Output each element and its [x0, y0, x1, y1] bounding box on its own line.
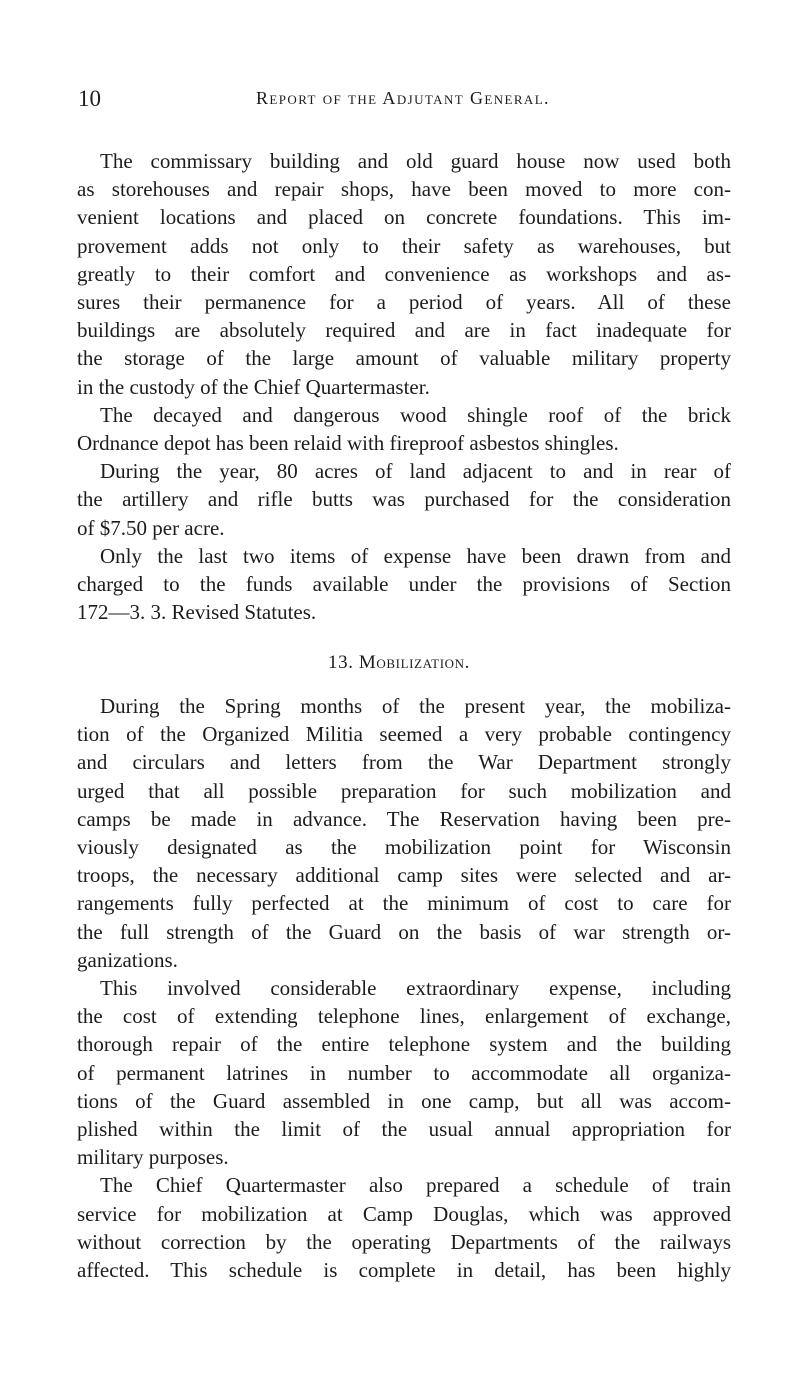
text-line: The commissary building and old guard house now used both — [100, 149, 731, 173]
text-line: tion of the Organized Militia seemed a very probable contingency — [77, 722, 731, 747]
body-text-before-heading — [77, 147, 731, 626]
paragraph-land-purchase — [77, 457, 731, 542]
text-line: This involved considerable extraordinary expense, including — [100, 976, 731, 1001]
paragraph-storehouses — [77, 147, 731, 401]
paragraph-ordnance-roof — [77, 401, 731, 457]
paragraph-train-schedule — [77, 1171, 731, 1284]
text-line: thorough repair of the entire telephone system and the building — [77, 1032, 731, 1057]
text-line: of permanent latrines in number to accommodate all organiza- — [77, 1060, 731, 1085]
text-line: the full strength of the Guard on the basis of war strength or- — [77, 919, 731, 944]
text-line: provement adds not only to their safety as warehouses, but — [77, 233, 731, 258]
text-line: The Chief Quartermaster also prepared a schedule of train — [100, 1173, 731, 1198]
paragraph-mobilization — [77, 692, 731, 974]
page-header — [78, 86, 728, 120]
text-line: plished within the limit of the usual annual appropriation for — [77, 1117, 731, 1142]
text-line: camps be made in advance. The Reservation having been pre- — [77, 806, 731, 831]
text-line: greatly to their comfort and convenience as workshops and as- — [77, 261, 731, 286]
text-line: viously designated as the mobilization point for Wisconsin — [77, 835, 731, 860]
text-line: without correction by the operating Departments of the railways — [77, 1229, 731, 1254]
text-line: 172—3. 3. Revised Statutes. — [77, 600, 317, 625]
page-number: 10 — [78, 86, 101, 111]
text-line: During the year, 80 acres of land adjacent to and in rear of — [100, 459, 731, 484]
paragraph-extraordinary-expense — [77, 974, 731, 1171]
text-line: Only the last two items of expense have been drawn from and — [100, 543, 731, 568]
text-line: urged that all possible preparation for such mobilization and — [77, 778, 731, 803]
text-line: buildings are absolutely required and are in fact inadequate for — [77, 318, 731, 343]
text-line: tions of the Guard assembled in one camp, but all was accom- — [77, 1088, 731, 1113]
running-title: Report of the Adjutant General. — [256, 88, 550, 108]
text-line: The decayed and dangerous wood shingle roof of the brick — [100, 402, 731, 427]
text-line: the storage of the large amount of valuable military property — [77, 346, 731, 371]
text-line: the artillery and rifle butts was purchased for the consideration — [77, 487, 731, 512]
text-line: ganizations. — [77, 947, 178, 972]
text-line: service for mobilization at Camp Douglas, which was approved — [77, 1201, 731, 1226]
text-line: military purposes. — [77, 1145, 229, 1170]
text-line: During the Spring months of the present year, the mobiliza- — [100, 694, 731, 718]
text-line: charged to the funds available under the provisions of Section — [77, 572, 731, 597]
text-line: of $7.50 per acre. — [77, 515, 225, 540]
body-text-after-heading — [77, 692, 731, 1284]
text-line: and circulars and letters from the War Department strongly — [77, 750, 731, 775]
text-line: rangements fully perfected at the minimum of cost to care for — [77, 891, 731, 916]
paragraph-expense-items — [77, 542, 731, 627]
text-line: the cost of extending telephone lines, enlargement of exchange, — [77, 1004, 731, 1029]
text-line: affected. This schedule is complete in detail, has been highly — [77, 1258, 731, 1283]
text-line: in the custody of the Chief Quartermaster. — [77, 374, 430, 399]
section-heading: 13. Mobilization. — [328, 652, 470, 673]
text-line: sures their permanence for a period of years. All of these — [77, 290, 731, 315]
text-line: Ordnance depot has been relaid with fireproof asbestos shingles. — [77, 431, 619, 456]
text-line: troops, the necessary additional camp sites were selected and ar- — [77, 863, 731, 888]
text-line: venient locations and placed on concrete foundations. This im- — [77, 205, 731, 230]
text-line: as storehouses and repair shops, have been moved to more con- — [77, 177, 731, 202]
